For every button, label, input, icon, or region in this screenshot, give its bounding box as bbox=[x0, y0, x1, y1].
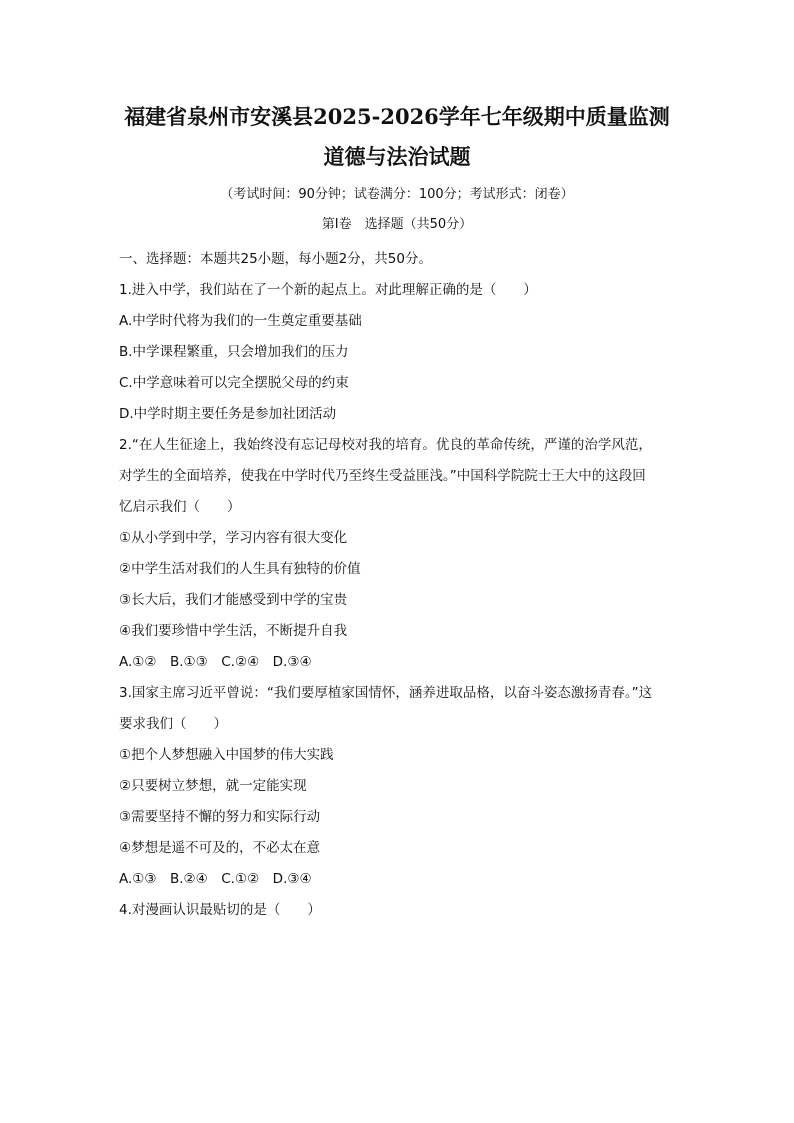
question-stem-line: 4.对漫画认识最贴切的是（ ） bbox=[119, 902, 321, 918]
option-line: B.中学课程繁重，只会增加我们的压力 bbox=[119, 344, 349, 360]
instructions: 一、选择题：本题共25小题，每小题2分，共50分。 bbox=[119, 251, 432, 267]
option-line: ①从小学到中学，学习内容有很大变化 bbox=[119, 530, 348, 546]
question-stem-line: 1.进入中学，我们站在了一个新的起点上。对此理解正确的是（ ） bbox=[119, 282, 537, 298]
question-stem-line: 对学生的全面培养，使我在中学时代乃至终生受益匪浅。”中国科学院院士王大中的这段回 bbox=[119, 468, 646, 484]
question-2 bbox=[119, 430, 679, 678]
section-title: 第Ⅰ卷 选择题（共50分） bbox=[321, 217, 473, 232]
option-line: ④梦想是遥不可及的，不必太在意 bbox=[119, 840, 321, 856]
question-1 bbox=[119, 275, 679, 430]
option-line: D.中学时期主要任务是参加社团活动 bbox=[119, 406, 337, 422]
option-line: ③长大后，我们才能感受到中学的宝贵 bbox=[119, 592, 348, 608]
question-stem-line: 忆启示我们（ ） bbox=[119, 499, 241, 515]
question-stem-line: 要求我们（ ） bbox=[119, 716, 227, 732]
answer-choices: A.①③ B.②④ C.①② D.③④ bbox=[119, 871, 312, 887]
answer-choices: A.①② B.①③ C.②④ D.③④ bbox=[119, 654, 312, 670]
option-line: ④我们要珍惜中学生活，不断提升自我 bbox=[119, 623, 348, 639]
exam-title-line1: 福建省泉州市安溪县2025-2026学年七年级期中质量监测 bbox=[124, 104, 670, 129]
option-line: C.中学意味着可以完全摆脱父母的约束 bbox=[119, 375, 349, 391]
question-4 bbox=[119, 895, 679, 926]
option-line: ③需要坚持不懈的努力和实际行动 bbox=[119, 809, 321, 825]
exam-info: （考试时间：90分钟；试卷满分：100分；考试形式：闭卷） bbox=[220, 187, 574, 202]
question-body bbox=[119, 244, 679, 926]
option-line: ①把个人梦想融入中国梦的伟大实践 bbox=[119, 747, 334, 763]
exam-title-line2: 道德与法治试题 bbox=[323, 144, 471, 169]
question-stem-line: 3.国家主席习近平曾说：“我们要厚植家国情怀，涵养进取品格，以奋斗姿态激扬青春。”这 bbox=[119, 685, 653, 701]
question-stem-line: 2.“在人生征途上，我始终没有忘记母校对我的培育。优良的革命传统，严谨的治学风范， bbox=[119, 437, 652, 453]
option-line: ②中学生活对我们的人生具有独特的价值 bbox=[119, 561, 361, 577]
option-line: ②只要树立梦想，就一定能实现 bbox=[119, 778, 307, 794]
option-line: A.中学时代将为我们的一生奠定重要基础 bbox=[119, 313, 362, 329]
question-3 bbox=[119, 678, 679, 895]
